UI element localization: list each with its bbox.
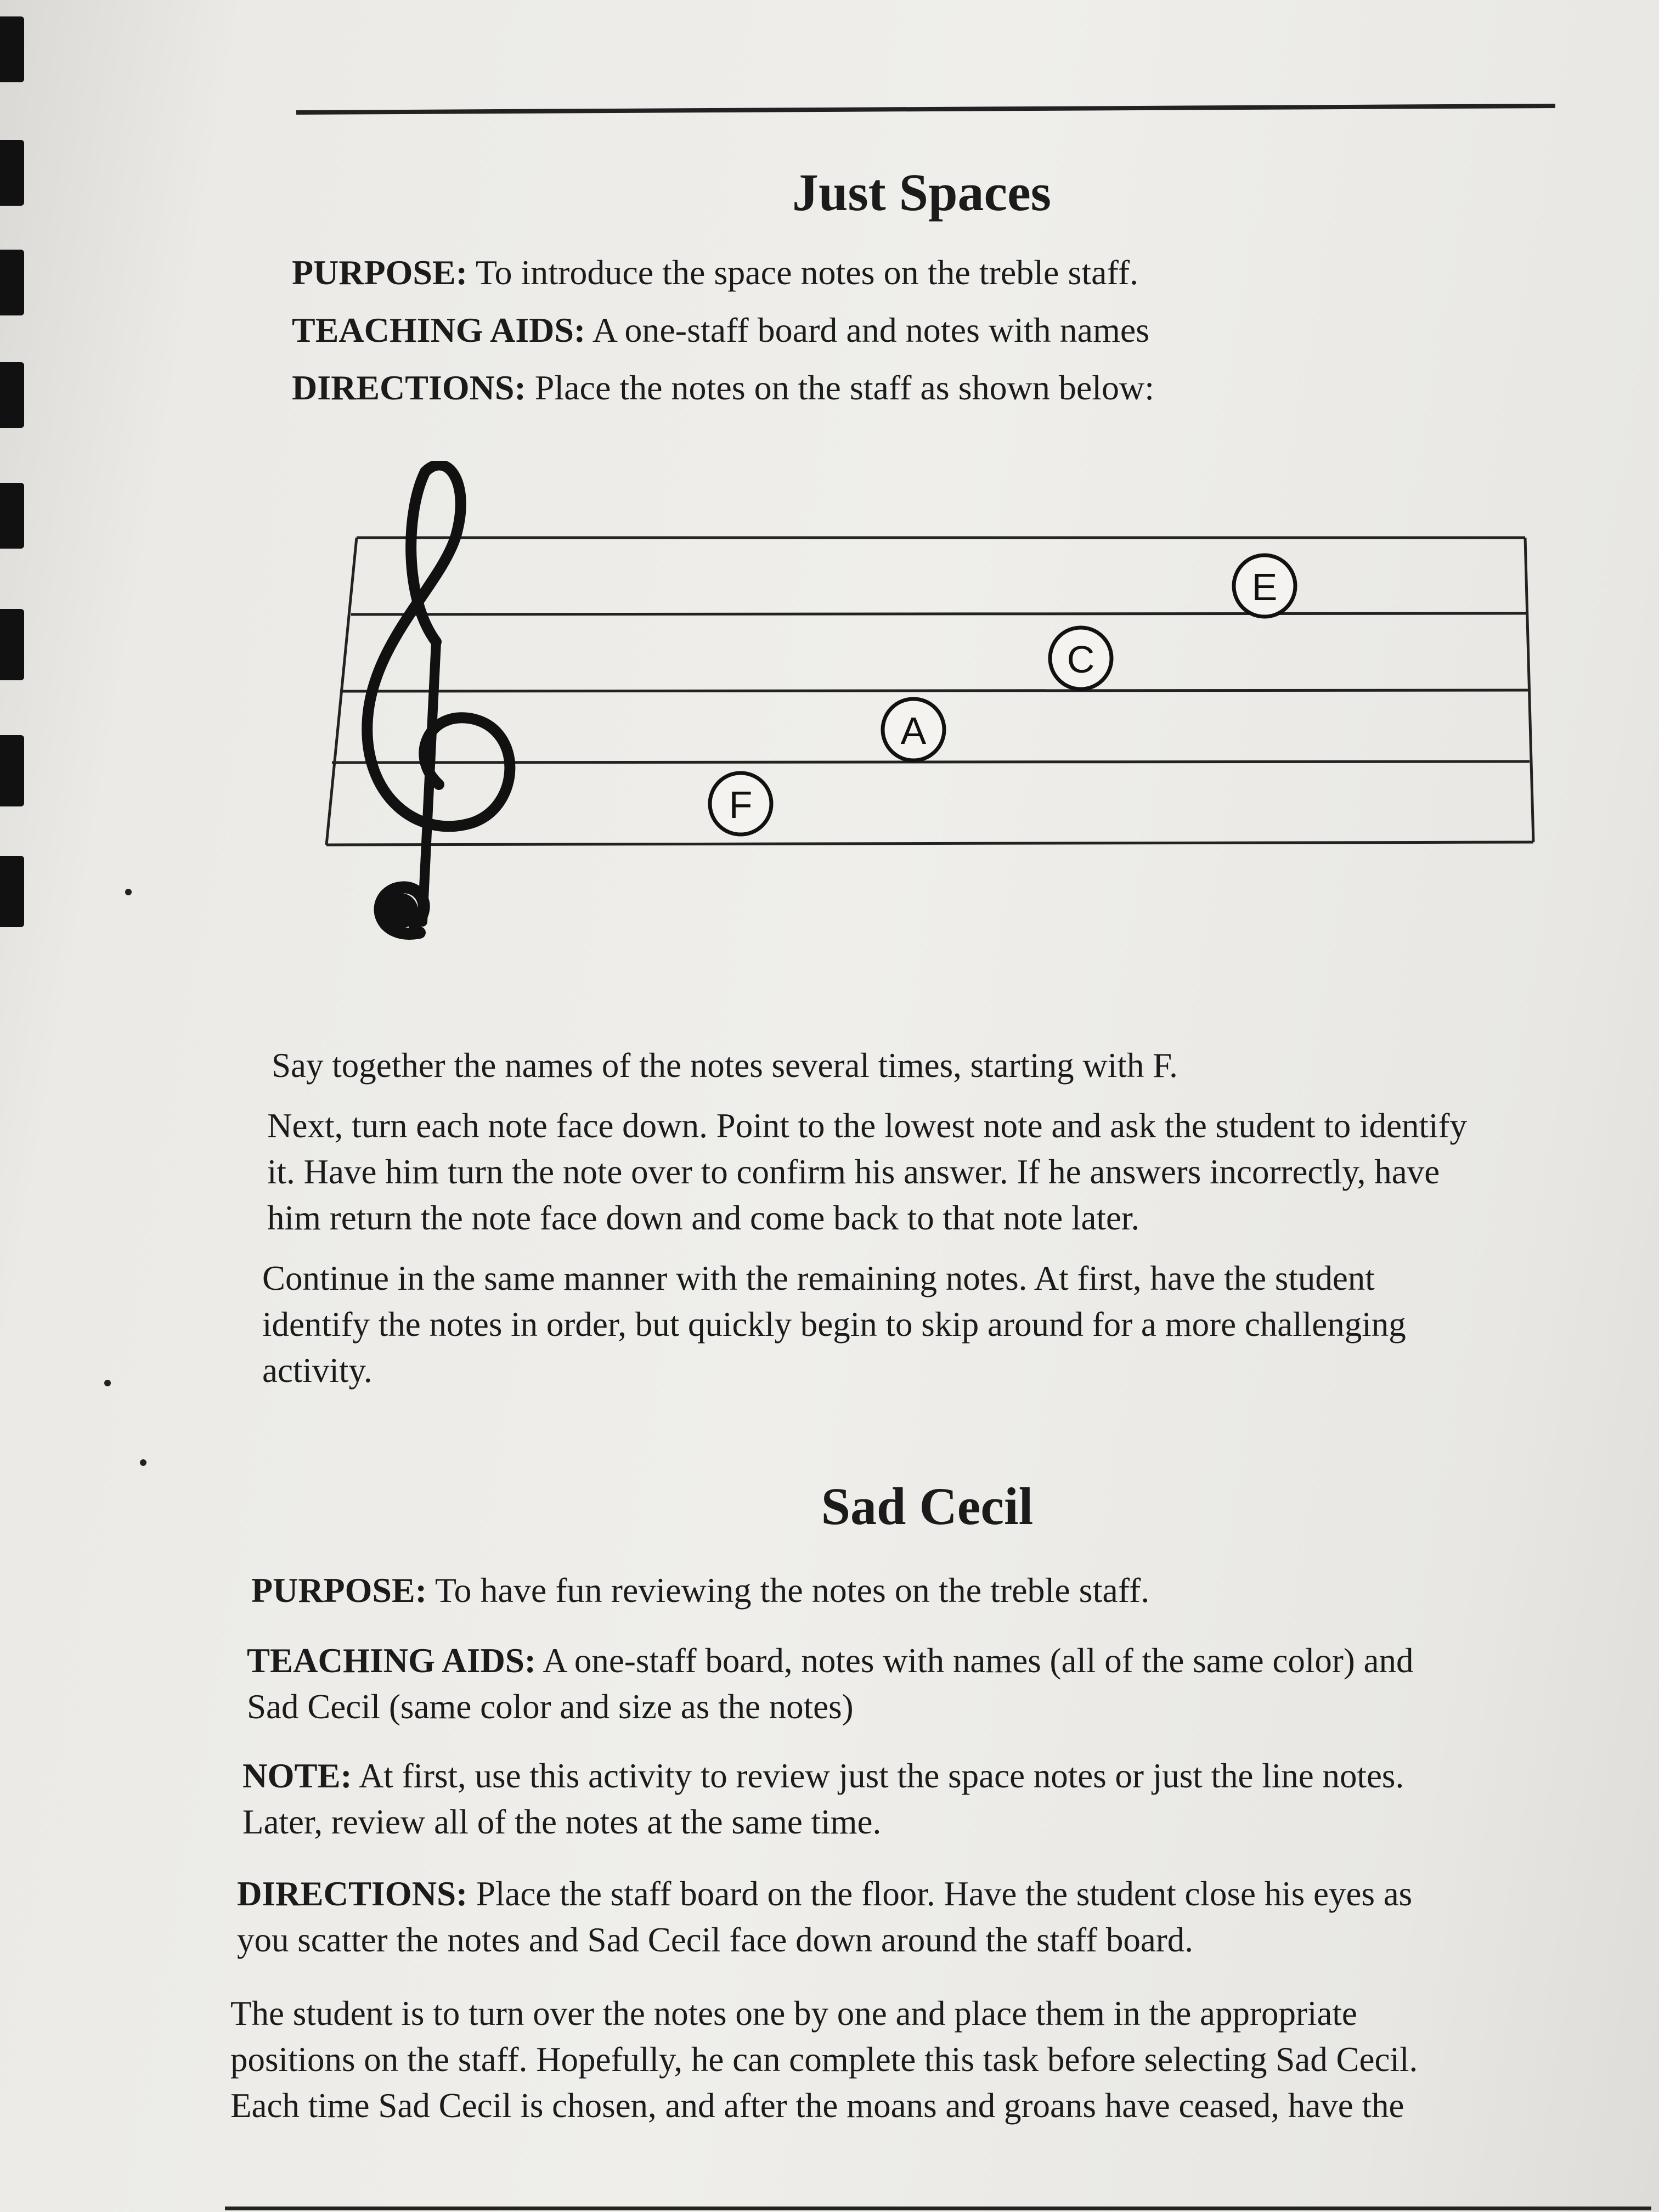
binding-tab xyxy=(0,250,24,315)
paragraph-line: him return the note face down and come back to that note later. xyxy=(267,1199,1140,1237)
stray-mark xyxy=(140,1459,146,1466)
staff-illustration xyxy=(307,461,1547,977)
paragraph xyxy=(272,1042,1599,1088)
teaching-aids-line xyxy=(247,1638,1629,1684)
paragraph-line: Each time Sad Cecil is chosen, and after the moans and groans have ceased, have the xyxy=(230,2086,1404,2125)
directions-line xyxy=(292,368,1154,408)
staff-line xyxy=(340,690,1528,691)
top-rule xyxy=(296,104,1555,115)
bottom-rule xyxy=(225,2207,1651,2210)
directions-text: Place the notes on the staff as shown below: xyxy=(534,368,1154,407)
note-line: Later, review all of the notes at the same time. xyxy=(242,1803,882,1841)
note-text: At first, use this activity to review just the space notes or just the line notes. xyxy=(358,1757,1404,1795)
paragraph xyxy=(262,1255,1601,1393)
paragraph-line: The student is to turn over the notes one by one and place them in the appropriate xyxy=(230,1994,1357,2033)
note-line xyxy=(242,1753,1636,1799)
binding-tab xyxy=(0,140,24,206)
teaching-aids-line xyxy=(292,310,1149,351)
paragraph-line: Next, turn each note face down. Point to the lowest note and ask the student to identify xyxy=(267,1107,1467,1145)
note-label: F xyxy=(729,783,753,826)
teaching-aids-label: TEACHING AIDS: xyxy=(292,311,586,349)
paragraph-line: positions on the staff. Hopefully, he can complete this task before selecting Sad Cecil. xyxy=(230,2040,1418,2079)
teaching-aids-block xyxy=(247,1638,1629,1730)
directions-text: Place the staff board on the floor. Have the student close his eyes as xyxy=(476,1875,1413,1913)
section-title: Sad Cecil xyxy=(821,1477,1034,1536)
directions-line xyxy=(237,1871,1641,1917)
staff-line xyxy=(326,842,1533,845)
treble-clef-icon xyxy=(367,465,510,933)
note-label: NOTE: xyxy=(242,1757,352,1795)
paragraph xyxy=(267,1103,1595,1241)
paragraph-line: identify the notes in order, but quickly begin to skip around for a more challenging xyxy=(262,1305,1406,1344)
paragraph-line: activity. xyxy=(262,1351,373,1390)
purpose-line xyxy=(251,1570,1149,1611)
binding-tab xyxy=(0,16,24,82)
binding-tab xyxy=(0,735,24,806)
teaching-aids-text: A one-staff board, notes with names (all of the same color) and xyxy=(543,1641,1414,1680)
paragraph-line: Continue in the same manner with the remaining notes. At first, have the student xyxy=(262,1259,1375,1297)
paragraph xyxy=(230,1990,1646,2129)
staff-notes xyxy=(710,555,1295,834)
staff-line xyxy=(351,613,1526,614)
note-label: C xyxy=(1066,638,1095,681)
directions-label: DIRECTIONS: xyxy=(237,1875,468,1913)
purpose-label: PURPOSE: xyxy=(292,253,467,292)
purpose-text: To introduce the space notes on the treble staff. xyxy=(475,253,1138,292)
stray-mark xyxy=(125,889,132,895)
binding-tab xyxy=(0,362,24,428)
directions-block xyxy=(237,1871,1641,1963)
paragraph-line: Say together the names of the notes several times, starting with F. xyxy=(272,1046,1178,1085)
teaching-aids-text: A one-staff board and notes with names xyxy=(592,311,1150,349)
binding-tab xyxy=(0,483,24,549)
purpose-label: PURPOSE: xyxy=(251,1571,427,1610)
directions-line: you scatter the notes and Sad Cecil face down around the staff board. xyxy=(237,1921,1194,1959)
paragraph-line: it. Have him turn the note over to confirm his answer. If he answers incorrectly, have xyxy=(267,1153,1440,1191)
note-label: E xyxy=(1251,566,1278,608)
binding-tab xyxy=(0,856,24,927)
note-label: A xyxy=(900,709,927,752)
teaching-aids-line: Sad Cecil (same color and size as the notes) xyxy=(247,1688,854,1726)
directions-label: DIRECTIONS: xyxy=(292,368,526,407)
purpose-text: To have fun reviewing the notes on the treble staff. xyxy=(435,1571,1150,1610)
teaching-aids-label: TEACHING AIDS: xyxy=(247,1641,536,1680)
note-block xyxy=(242,1753,1636,1845)
purpose-line xyxy=(292,252,1138,293)
section-title: Just Spaces xyxy=(792,163,1052,222)
binding-tab xyxy=(0,609,24,680)
stray-mark xyxy=(104,1380,111,1386)
